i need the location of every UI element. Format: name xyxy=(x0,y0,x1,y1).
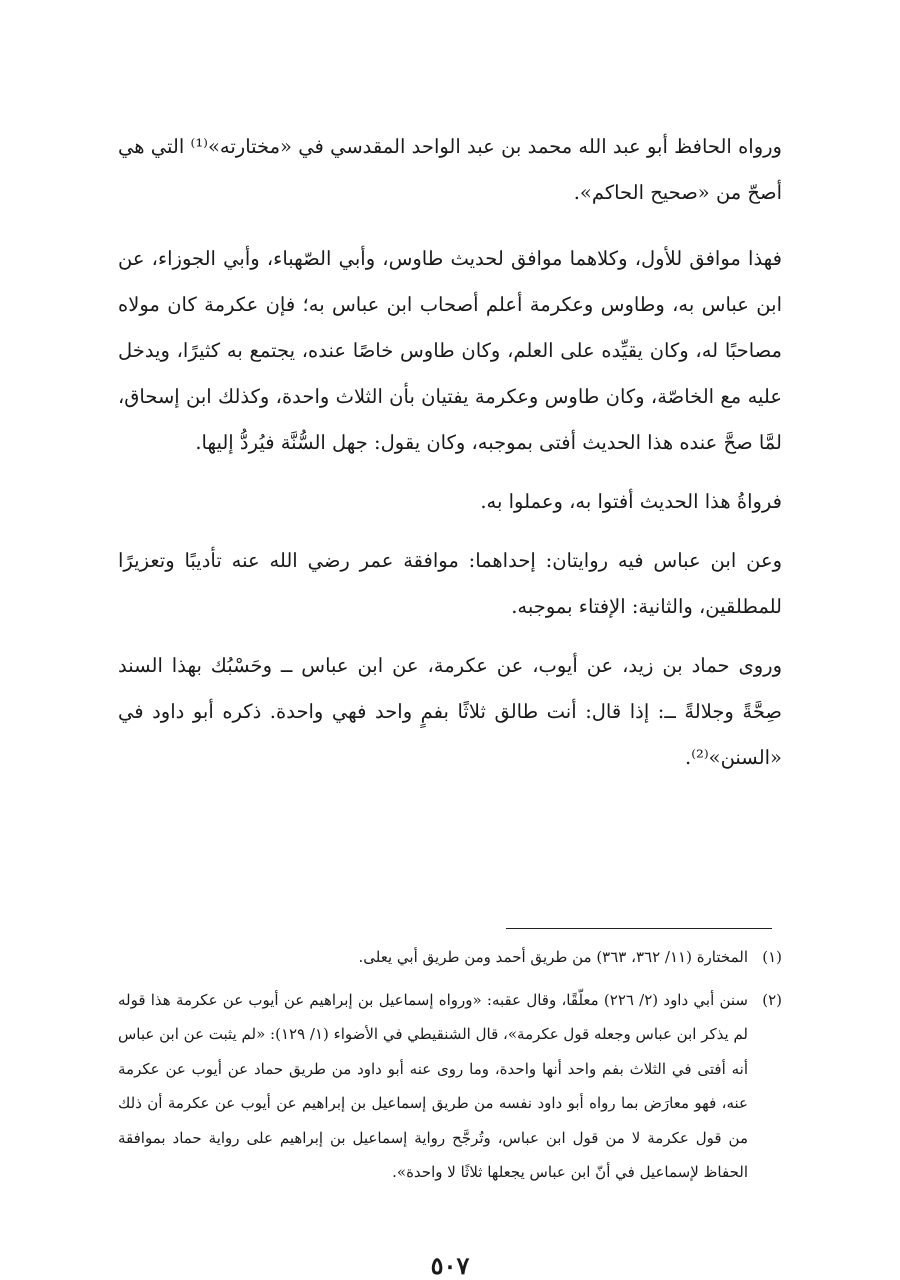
footnote-text: سنن أبي داود (٢/ ٢٢٦) معلّقًا، وقال عقبه: «ورواه إسماعيل بن إبراهيم عن أيوب عن عكرمة هذا قوله لم يذكر ابن عباس وجعله قول عكرمة»، قال الشنقيطي في الأضواء (١/ ١٢٩): «لم يثبت عن ابن عباس أنه أفتى في الثلاث بفم واحد أنها واحدة، وما روى عنه أبو داود من طريق حماد عن أيوب عن عكرمة عنه، فهو معارَض بما رواه أبو داود نفسه من طريق إسماعيل بن إبراهيم عن أيوب عن عكرمة أن ذلك من قول عكرمة لا من قول ابن عباس، وتُرجَّح رواية إسماعيل بن إبراهيم على رواية حماد بموافقة الحفاظ لإسماعيل في أنّ ابن عباس يجعلها ثلاثًا لا واحدة». xyxy=(118,990,748,1181)
footnote-2 xyxy=(118,983,782,1190)
footnote-number: (١) xyxy=(762,948,782,966)
paragraph-1: ورواه الحافظ أبو عبد الله محمد بن عبد الواحد المقدسي في «مختارته»⁽¹⁾ التي هي أصحّ من «صحيح الحاكم». xyxy=(118,135,782,204)
footnote-1 xyxy=(118,940,782,975)
paragraph-3: فرواةُ هذا الحديث أفتوا به، وعملوا به. xyxy=(480,490,782,513)
paragraph-2: فهذا موافق للأول، وكلاهما موافق لحديث طاوس، وأبي الصّهباء، وأبي الجوزاء، عن ابن عباس به، وطاوس وعكرمة أعلم أصحاب ابن عباس به؛ فإن عكرمة كان مولاه مصاحبًا له، وكان يقيِّده على العلم، وكان طاوس خاصًا عنده، يجتمع به كثيرًا، ويدخل عليه مع الخاصّة، وكان طاوس وعكرمة يفتيان بأن الثلاث واحدة، وكذلك ابن إسحاق، لمَّا صحَّ عنده هذا الحديث أفتى بموجبه، وكان يقول: جهل السُّنَّة فيُردُّ إليها. xyxy=(118,247,782,454)
footnotes xyxy=(118,940,782,1198)
page-content xyxy=(118,124,782,1280)
main-text xyxy=(118,124,782,781)
footnote-text: المختارة (١١/ ٣٦٢، ٣٦٣) من طريق أحمد ومن طريق أبي يعلى. xyxy=(358,948,748,966)
footnote-divider xyxy=(506,928,772,929)
paragraph-4: وعن ابن عباس فيه روايتان: إحداهما: موافقة عمر رضي الله عنه تأديبًا وتعزيرًا للمطلقين، والثانية: الإفتاء بموجبه. xyxy=(118,549,782,618)
paragraph-5: وروى حماد بن زيد، عن أيوب، عن عكرمة، عن ابن عباس ــ وحَسْبُك بهذا السند صِحَّةً وجلالةً ــ: إذا قال: أنت طالق ثلاثًا بفمٍ واحد فهي واحدة. ذكره أبو داود في «السنن»⁽²⁾. xyxy=(118,654,782,769)
page-number: ٥٠٧ xyxy=(430,1251,470,1280)
footnote-number: (٢) xyxy=(762,990,782,1009)
